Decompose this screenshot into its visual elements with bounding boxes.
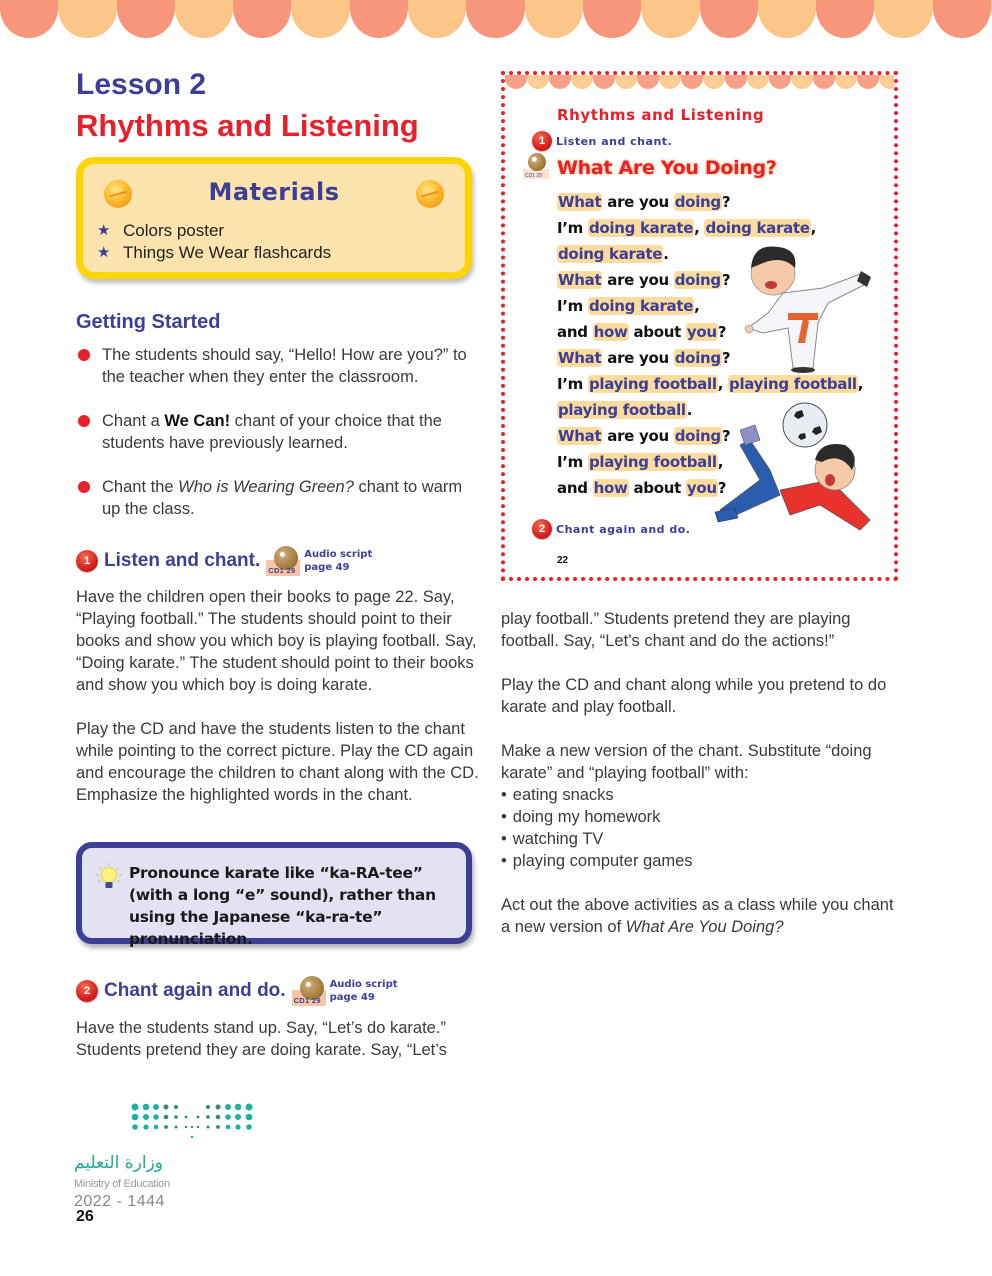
- bullet-dot-icon: [78, 481, 90, 493]
- chant-word: I’m: [557, 219, 588, 237]
- student-book-page: [501, 71, 898, 581]
- highlighted-word: playing football: [729, 375, 857, 393]
- scallop-shape: [583, 0, 641, 38]
- logo-dot: [206, 1115, 210, 1119]
- logo-dot: [246, 1114, 253, 1121]
- highlighted-word: how: [593, 479, 628, 497]
- item-text: The students should say, “Hello! How are you?” to the teacher when they enter the classroom.: [102, 346, 467, 386]
- materials-item-label: Colors poster: [123, 221, 225, 240]
- logo-dot: [174, 1105, 178, 1109]
- scallop-shape: [615, 75, 637, 89]
- chant-title: What Are You Doing?: [557, 157, 777, 179]
- scallop-shape: [505, 75, 527, 89]
- materials-list: [97, 220, 331, 264]
- scallop-shape: [835, 75, 857, 89]
- book-activity-1: [532, 131, 672, 151]
- chant-word: ,: [717, 375, 729, 393]
- getting-started-item: [76, 476, 476, 520]
- activity-1-paragraph: Play the CD and have the students listen to the chant while pointing to the correct picture. Play the CD again and encourage the children to chant along with the CD. Emphasize the highlighted words in the chant.: [76, 720, 479, 804]
- top-scallop-border: [0, 0, 992, 40]
- highlighted-word: What: [558, 271, 602, 289]
- scallop-shape: [769, 75, 791, 89]
- chant-word: are you: [602, 193, 674, 211]
- logo-dot: [206, 1105, 210, 1109]
- item-text: chant of your choice that the students have previously learned.: [102, 412, 442, 452]
- audio-script-page: page 49: [329, 992, 375, 1003]
- scallop-shape: [593, 75, 615, 89]
- highlighted-word: doing karate: [705, 219, 810, 237]
- item-text: chant to warm up the class.: [102, 478, 463, 518]
- book-section-title: Rhythms and Listening: [557, 106, 765, 124]
- substitute-item: • doing my homework: [501, 806, 693, 828]
- lesson-title: Rhythms and Listening: [76, 108, 419, 143]
- highlighted-word: doing: [674, 427, 721, 445]
- chant-word: I’m: [557, 375, 588, 393]
- cd-icon[interactable]: [523, 153, 549, 179]
- star-icon: ★: [97, 244, 111, 261]
- logo-dot: [175, 1126, 178, 1129]
- logo-dot: [216, 1105, 221, 1110]
- materials-title: Materials: [208, 178, 340, 206]
- number-badge-icon: 2: [76, 980, 98, 1002]
- cd-track-label: CD1 29: [525, 173, 542, 179]
- chant-word: ?: [721, 193, 731, 211]
- book-activity-label: Chant again and do.: [556, 522, 691, 536]
- highlighted-word: What: [558, 349, 602, 367]
- highlighted-word: doing: [674, 349, 721, 367]
- book-page-number: 22: [557, 555, 569, 566]
- cd-track-label: CD1 29: [268, 566, 296, 575]
- scallop-shape: [813, 75, 835, 89]
- scallop-shape: [291, 0, 349, 38]
- tip-box: [76, 842, 472, 948]
- logo-dot: [197, 1116, 200, 1119]
- scallop-shape: [857, 75, 879, 89]
- getting-started-item: [76, 410, 476, 454]
- activity-1-paragraph: Have the children open their books to page 22. Say, “Playing football.” The students should point to their books and show you which boy is playing football. Say, “Doing karate.” The student should point to their books and show you which boy is doing karate.: [76, 588, 477, 694]
- logo-dot: [235, 1124, 240, 1129]
- cd-track-label: CD1 29: [293, 996, 321, 1005]
- scallop-shape: [725, 75, 747, 89]
- tip-text: Pronounce karate like “ka-RA-tee” (with a long “e” sound), rather than using the Japanese “ka-ra-te” pronunciation.: [129, 864, 436, 948]
- highlighted-word: playing football: [588, 375, 717, 393]
- logo-dot: [216, 1125, 220, 1129]
- scallop-shape: [703, 75, 725, 89]
- item-italic-text: Who is Wearing Green?: [178, 478, 354, 496]
- logo-dot: [132, 1114, 139, 1121]
- scallop-shape: [527, 75, 549, 89]
- activity-title: Listen and chant.: [104, 550, 261, 571]
- paragraph-italic-text: What Are You Doing?: [625, 918, 784, 936]
- number-badge-icon: 1: [76, 550, 98, 572]
- item-bold-text: We Can!: [164, 412, 231, 430]
- item-text: Chant the: [102, 478, 179, 496]
- scallop-shape: [466, 0, 524, 38]
- logo-dot: [143, 1104, 150, 1111]
- activity-2-heading: [76, 976, 398, 1006]
- activity-title: Chant again and do.: [104, 980, 286, 1001]
- chant-word: about: [628, 323, 686, 341]
- scallop-shape: [791, 75, 813, 89]
- substitute-item: • watching TV: [501, 828, 693, 850]
- materials-box: [76, 157, 472, 279]
- logo-dot: [164, 1125, 168, 1129]
- book-activity-label: Listen and chant.: [556, 134, 673, 148]
- logo-dot: [191, 1136, 193, 1138]
- lesson-number: Lesson 2: [76, 68, 207, 101]
- substitute-list: [501, 784, 693, 872]
- chant-word: ,: [694, 297, 700, 315]
- logo-dot: [246, 1104, 253, 1111]
- highlighted-word: you: [686, 323, 717, 341]
- scallop-shape: [233, 0, 291, 38]
- scallop-shape: [681, 75, 703, 89]
- chant-word: are you: [602, 271, 674, 289]
- audio-script-reference: [304, 548, 372, 574]
- logo-dot: [154, 1125, 159, 1130]
- logo-dot: [225, 1104, 231, 1110]
- star-icon: ★: [97, 222, 111, 239]
- scallop-shape: [58, 0, 116, 38]
- mini-scallop-border: [505, 75, 894, 89]
- chant-word: ?: [721, 271, 731, 289]
- scallop-shape: [0, 0, 58, 38]
- logo-dot: [226, 1125, 231, 1130]
- chant-word: ?: [717, 323, 727, 341]
- paragraph-text: Act out the above activities as a class while you chant a new version of: [501, 896, 894, 936]
- chant-word: and: [557, 323, 593, 341]
- logo-dot: [164, 1105, 169, 1110]
- logo-dot: [153, 1104, 159, 1110]
- ministry-logo-icon: [130, 1103, 255, 1143]
- chant-word: and: [557, 479, 593, 497]
- number-badge-icon: 2: [532, 519, 552, 539]
- cd-icon[interactable]: [266, 546, 300, 576]
- logo-dot: [197, 1126, 199, 1128]
- page-number: 26: [76, 1208, 94, 1225]
- scallop-shape: [874, 0, 932, 38]
- activity-2-paragraph: Make a new version of the chant. Substitute “doing karate” and “playing football” with:: [501, 742, 872, 782]
- scallop-shape: [641, 0, 699, 38]
- scallop-shape: [879, 75, 898, 89]
- scallop-shape: [571, 75, 593, 89]
- scallop-shape: [747, 75, 769, 89]
- highlighted-word: What: [558, 427, 602, 445]
- highlighted-word: doing karate: [588, 297, 694, 315]
- chant-word: are you: [602, 427, 674, 445]
- scallop-shape: [933, 0, 991, 38]
- scallop-shape: [549, 75, 571, 89]
- getting-started-item: [76, 344, 476, 388]
- chant-word: ,: [717, 453, 724, 471]
- highlighted-word: playing football: [558, 401, 686, 419]
- edition-year: 2022 - 1444: [74, 1193, 165, 1210]
- getting-started-heading: Getting Started: [76, 311, 221, 333]
- audio-script-page: page 49: [304, 562, 350, 573]
- chant-word: .: [663, 245, 669, 263]
- scallop-shape: [659, 75, 681, 89]
- chant-word: are you: [602, 349, 674, 367]
- logo-dot: [225, 1114, 231, 1120]
- logo-dot: [153, 1114, 159, 1120]
- chant-line: [557, 189, 877, 215]
- chant-word: .: [686, 401, 693, 419]
- number-badge-icon: 1: [532, 131, 552, 151]
- logo-dot: [174, 1115, 178, 1119]
- chant-line: [557, 371, 877, 397]
- activity-1-heading: [76, 546, 372, 576]
- substitute-item: • playing computer games: [501, 850, 693, 872]
- lightbulb-icon: [96, 862, 122, 892]
- bullet-dot-icon: [78, 349, 90, 361]
- logo-dot: [246, 1124, 252, 1130]
- chant-word: I’m: [557, 453, 588, 471]
- logo-dot: [164, 1115, 169, 1120]
- scallop-shape: [117, 0, 175, 38]
- scallop-shape: [408, 0, 466, 38]
- activity-2-paragraph: Have the students stand up. Say, “Let’s do karate.” Students pretend they are doing karate. Say, “Let’s: [76, 1019, 447, 1059]
- materials-item: [97, 242, 331, 264]
- logo-dot: [235, 1104, 242, 1111]
- audio-script-label: Audio script: [304, 549, 373, 560]
- karate-boy-illustration: [723, 233, 873, 373]
- scallop-shape: [175, 0, 233, 38]
- chant-word: ?: [721, 427, 731, 445]
- audio-script-reference: [330, 978, 398, 1004]
- logo-dot: [132, 1124, 138, 1130]
- highlighted-word: playing football: [588, 453, 717, 471]
- logo-dot: [143, 1114, 149, 1120]
- chant-word: ,: [810, 219, 817, 237]
- audio-script-label: Audio script: [329, 979, 398, 990]
- activity-2-paragraph: [501, 894, 906, 938]
- logo-dot: [185, 1126, 187, 1128]
- scallop-shape: [700, 0, 758, 38]
- highlighted-word: how: [593, 323, 628, 341]
- materials-item-label: Things We Wear flashcards: [123, 243, 332, 262]
- bullet-dot-icon: [78, 415, 90, 427]
- logo-dot: [185, 1116, 188, 1119]
- highlighted-word: doing karate: [588, 219, 694, 237]
- scallop-shape: [758, 0, 816, 38]
- highlighted-word: you: [686, 479, 717, 497]
- chant-word: ?: [717, 479, 727, 497]
- activity-2-paragraph: play football.” Students pretend they are playing football. Say, “Let’s chant and do the actions!”: [501, 610, 851, 650]
- logo-dot: [235, 1114, 241, 1120]
- scallop-shape: [350, 0, 408, 38]
- scallop-shape: [637, 75, 659, 89]
- logo-dot: [207, 1126, 210, 1129]
- ministry-english-name: Ministry of Education: [74, 1178, 170, 1190]
- football-boy-illustration: [710, 400, 880, 540]
- chant-word: ?: [721, 349, 731, 367]
- logo-dot: [216, 1115, 221, 1120]
- chant-word: I’m: [557, 297, 588, 315]
- chant-word: ,: [694, 219, 705, 237]
- book-activity-2: [532, 519, 690, 539]
- materials-item: [97, 220, 331, 242]
- cd-icon[interactable]: [292, 976, 326, 1006]
- highlighted-word: doing karate: [558, 245, 663, 263]
- logo-dot: [132, 1104, 139, 1111]
- activity-2-paragraph: Play the CD and chant along while you pretend to do karate and play football.: [501, 676, 887, 716]
- item-text: Chant a: [102, 412, 165, 430]
- scallop-shape: [525, 0, 583, 38]
- highlighted-word: What: [558, 193, 602, 211]
- chant-word: ,: [857, 375, 864, 393]
- ministry-arabic-name: وزارة التعليم: [74, 1153, 163, 1173]
- logo-dot: [191, 1126, 193, 1128]
- highlighted-word: doing: [674, 193, 721, 211]
- scallop-shape: [816, 0, 874, 38]
- highlighted-word: doing: [674, 271, 721, 289]
- logo-dot: [143, 1124, 148, 1129]
- chant-word: about: [628, 479, 686, 497]
- ball-icon: [416, 180, 444, 208]
- substitute-item: • eating snacks: [501, 784, 693, 806]
